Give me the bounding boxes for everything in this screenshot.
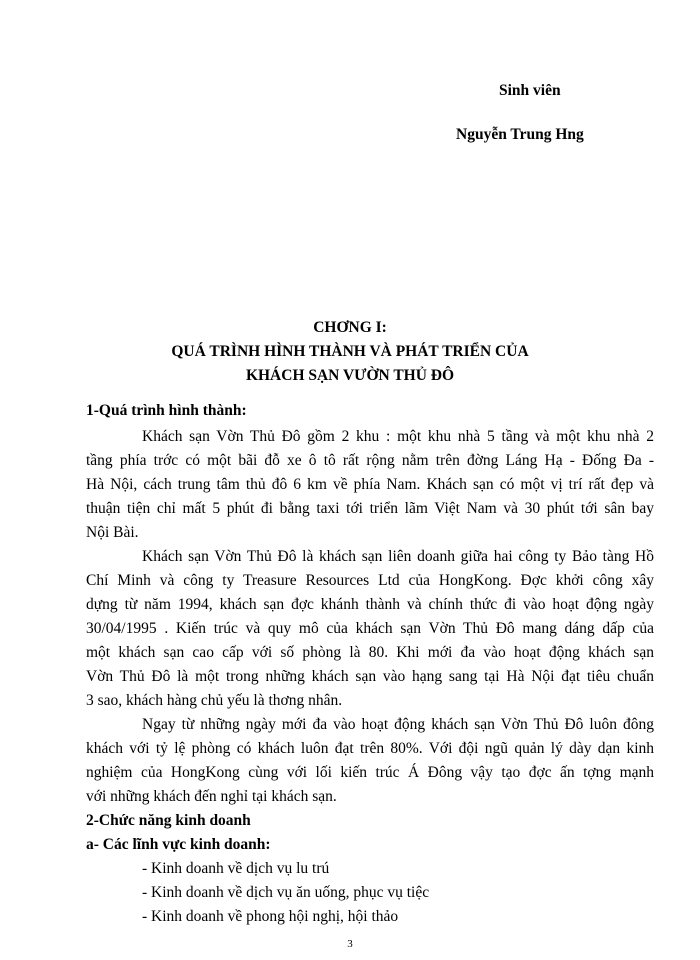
list-item: - Kinh doanh về phong hội nghị, hội thảo: [142, 908, 399, 925]
paragraph-1-line: thuận tiện chỉ mất 5 phút đi bằng taxi tới triển lãm Việt Nam và 30 phút tới sân bay: [86, 500, 654, 517]
chapter-number: CHƠNG I:: [313, 319, 387, 336]
signature-name: Nguyễn Trung Hng: [456, 126, 584, 143]
signature-title: Sinh viên: [499, 82, 561, 99]
paragraph-2-line: Vờn Thủ Đô là một trong những khách sạn vào hạng sang tại Hà Nội đạt tiêu chuẩn: [86, 668, 654, 685]
paragraph-3-line: với những khách đến nghỉ tại khách sạn.: [86, 788, 337, 805]
section-1-heading: 1-Quá trình hình thành:: [86, 402, 247, 419]
list-item: - Kinh doanh về dịch vụ ăn uống, phục vụ tiệc: [142, 884, 430, 901]
paragraph-3-line: nghiệm của HongKong cùng với lối kiến trúc Á Đông vậy tạo đợc ấn tợng mạnh: [86, 764, 654, 781]
page-number: 3: [347, 938, 353, 950]
paragraph-2-line: 30/04/1995 . Kiến trúc và quy mô của khách sạn Vờn Thủ Đô mang dáng dấp của: [86, 620, 654, 637]
paragraph-2-line: một khách sạn cao cấp với số phòng là 80. Khi mới đa vào hoạt động khách sạn: [86, 644, 654, 661]
paragraph-3-line: Ngay từ những ngày mới đa vào hoạt động khách sạn Vờn Thủ Đô luôn đông: [142, 716, 654, 733]
paragraph-1-line: Hà Nội, cách trung tâm thủ đô 6 km về phía Nam. Khách sạn có một vị trí rất đẹp và: [86, 476, 654, 493]
chapter-title-line-1: QUÁ TRÌNH HÌNH THÀNH VÀ PHÁT TRIỂN CỦA: [171, 343, 529, 360]
list-item: - Kinh doanh về dịch vụ lu trú: [142, 860, 330, 877]
chapter-title-line-2: KHÁCH SẠN VƯỜN THỦ ĐÔ: [245, 367, 455, 384]
paragraph-3-line: khách với tỷ lệ phòng có khách luôn đạt trên 80%. Với đội ngũ quản lý dày dạn kinh: [86, 740, 654, 757]
paragraph-1-line: tầng phía trớc có một bãi đỗ xe ô tô rất rộng nằm trên đờng Láng Hạ - Đống Đa -: [86, 452, 654, 469]
section-2-heading: 2-Chức năng kinh doanh: [86, 812, 251, 829]
paragraph-2-line: Chí Minh và công ty Treasure Resources Ltd của HongKong. Đợc khởi công xây: [86, 572, 654, 589]
paragraph-2-line: 3 sao, khách hàng chủ yếu là thơng nhân.: [86, 692, 343, 709]
section-2a-subheading: a- Các lĩnh vực kinh doanh:: [86, 836, 271, 853]
paragraph-1-line: Nội Bài.: [86, 524, 139, 541]
paragraph-1-line: Khách sạn Vờn Thủ Đô gồm 2 khu : một khu nhà 5 tầng và một khu nhà 2: [142, 428, 654, 445]
paragraph-2-line: Khách sạn Vờn Thủ Đô là khách sạn liên doanh giữa hai công ty Bảo tàng Hồ: [142, 548, 654, 565]
paragraph-2-line: dựng từ năm 1994, khách sạn đợc khánh thành và chính thức đi vào hoạt động ngày: [86, 596, 654, 613]
